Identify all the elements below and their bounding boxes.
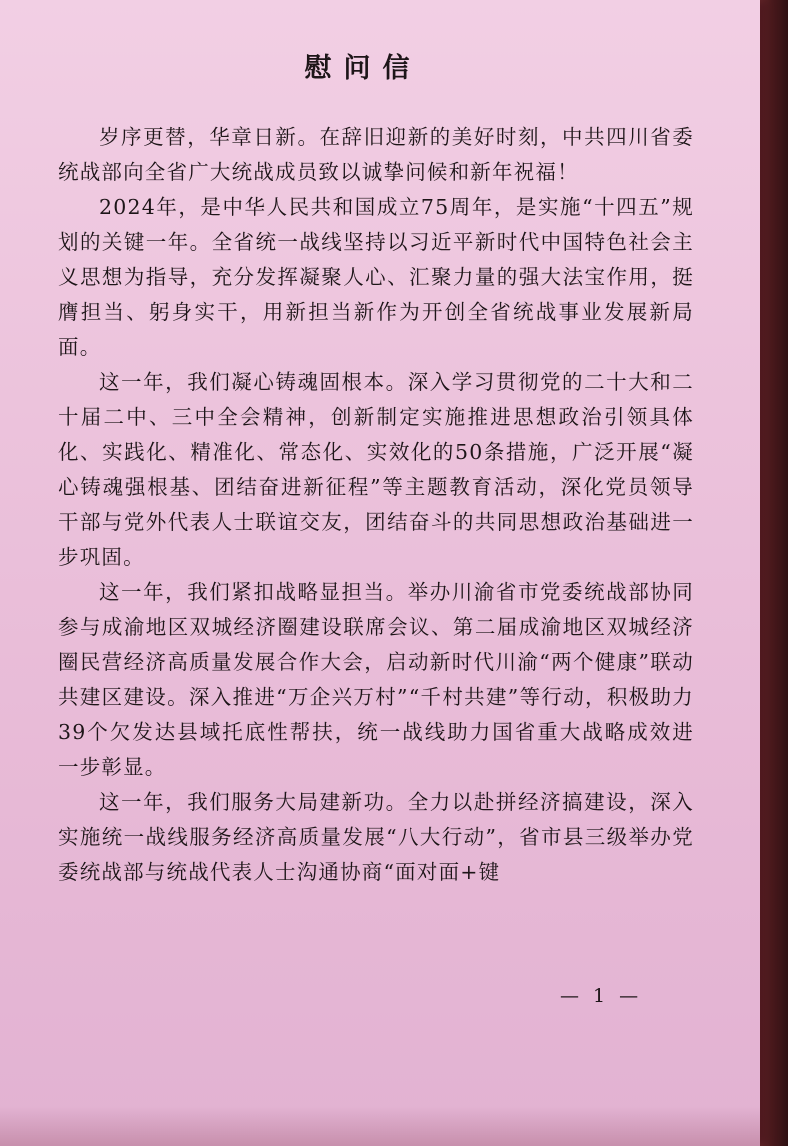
paragraph-greeting: 岁序更替，华章日新。在辞旧迎新的美好时刻，中共四川省委统战部向全省广大统战成员致以诚挚问候和新年祝福！ [58,125,694,184]
paragraph-overview: 2024年，是中华人民共和国成立75周年，是实施“十四五”规划的关键一年。全省统一战线坚持以习近平新时代中国特色社会主义思想为指导，充分发挥凝聚人心、汇聚力量的强大法宝作用，挺膺担当、躬身实干，用新担当新作为开创全省统战事业发展新局面。 [58,195,694,359]
paragraph-strategy: 这一年，我们紧扣战略显担当。举办川渝省市党委统战部协同参与成渝地区双城经济圈建设联席会议、第二届成渝地区双城经济圈民营经济高质量发展合作大会，启动新时代川渝“两个健康”联动共建区建设。深入推进“万企兴万村”“千村共建”等行动，积极助力39个欠发达县域托底性帮扶，统一战线助力国省重大战略成效进一步彰显。 [58,580,694,779]
paragraph-service: 这一年，我们服务大局建新功。全力以赴拼经济搞建设，深入实施统一战线服务经济高质量发展“八大行动”，省市县三级举办党委统战部与统战代表人士沟通协商“面对面+键 [58,790,694,884]
page-shadow [0,1106,760,1146]
letter-body [58,120,694,890]
page-number: — 1 — [560,985,643,1007]
paragraph-ideology: 这一年，我们凝心铸魂固根本。深入学习贯彻党的二十大和二十届二中、三中全会精神，创新制定实施推进思想政治引领具体化、实践化、精准化、常态化、实效化的50条措施，广泛开展“凝心铸魂强根基、团结奋进新征程”等主题教育活动，深化党员领导干部与党外代表人士联谊交友，团结奋斗的共同思想政治基础进一步巩固。 [58,370,694,569]
letter-title: 慰问信 [304,53,422,84]
